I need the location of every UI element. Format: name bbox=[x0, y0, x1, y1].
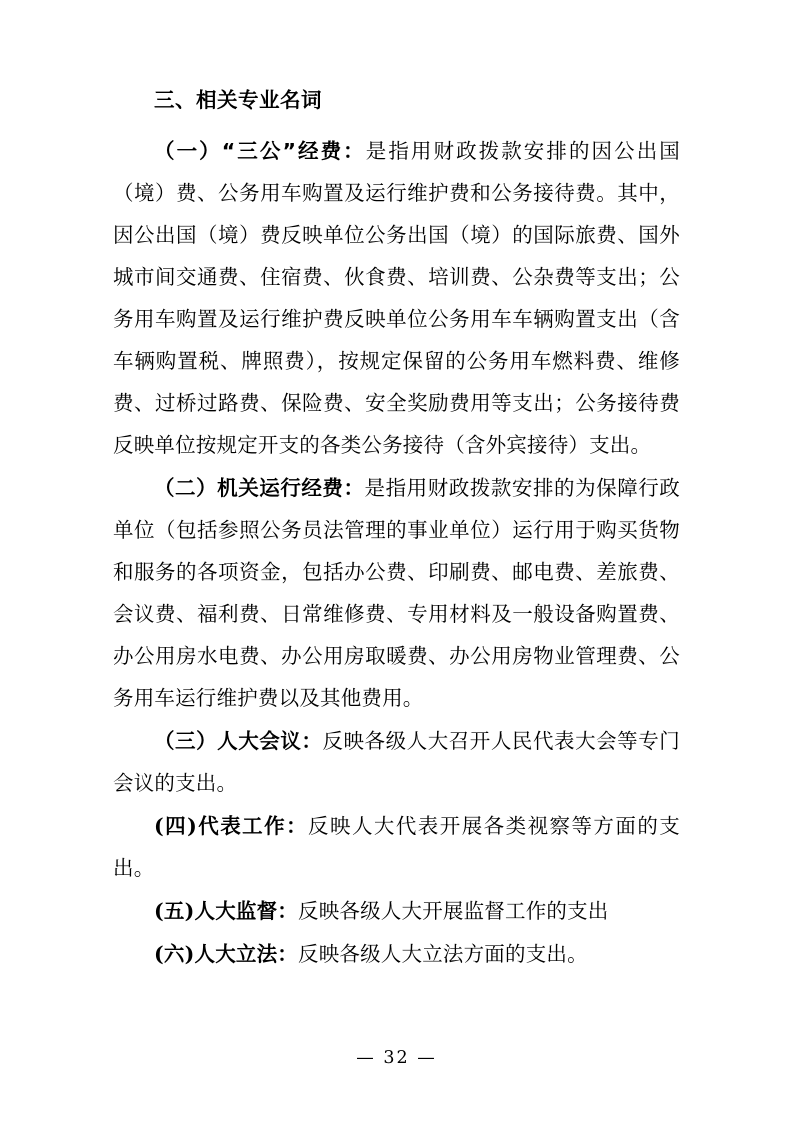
paragraph-renda-lifa bbox=[113, 933, 680, 975]
paragraph-text: 反映各级人大召开人民代表大会等专门会议的支出。 bbox=[113, 728, 680, 795]
page-number-footer: — 32 — bbox=[356, 1048, 437, 1068]
paragraph-lead-label: （二）机关运行经费： bbox=[154, 475, 365, 500]
paragraph-text: 反映各级人大开展监督工作的支出 bbox=[298, 898, 609, 923]
paragraph-lead-label: (五)人大监督： bbox=[154, 898, 298, 923]
paragraph-lead-label: （三）人大会议： bbox=[154, 728, 323, 753]
paragraph-daibiao-gongzuo bbox=[113, 805, 680, 889]
paragraph-renda-jiandu bbox=[113, 890, 680, 932]
paragraph-san-gong-jingfei bbox=[113, 130, 680, 466]
paragraph-text: 是指用财政拨款安排的为保障行政单位（包括参照公务员法管理的事业单位）运行用于购买货物和服务的各项资金，包括办公费、印刷费、邮电费、差旅费、会议费、福利费、日常维修费、专用材料及一般设备购置费、办公用房水电费、办公用房取暖费、办公用房物业管理费、公务用车运行维护费以及其他费用。 bbox=[113, 475, 681, 710]
paragraph-text: 是指用财政拨款安排的因公出国（境）费、公务用车购置及运行维护费和公务接待费。其中，因公出国（境）费反映单位公务出国（境）的国际旅费、国外城市间交通费、住宿费、伙食费、培训费、公杂费等支出；公务用车购置及运行维护费反映单位公务用车车辆购置支出（含车辆购置税、牌照费），按规定保留的公务用车燃料费、维修费、过桥过路费、保险费、安全奖励费用等支出；公务接待费反映单位按规定开支的各类公务接待（含外宾接待）支出。 bbox=[113, 138, 680, 457]
paragraph-renda-huiyi bbox=[113, 720, 680, 804]
paragraph-text: 反映各级人大立法方面的支出。 bbox=[298, 941, 588, 966]
paragraph-text: 反映人大代表开展各类视察等方面的支出。 bbox=[113, 813, 680, 880]
paragraph-lead-label: (六)人大立法： bbox=[154, 941, 298, 966]
paragraph-lead-label: （一）“三公”经费： bbox=[154, 138, 366, 163]
paragraph-lead-label: (四)代表工作： bbox=[154, 813, 309, 838]
document-body bbox=[113, 86, 680, 975]
paragraph-jiguan-yunxing-jingfei bbox=[113, 467, 680, 719]
section-heading: 三、相关专业名词 bbox=[154, 88, 322, 112]
